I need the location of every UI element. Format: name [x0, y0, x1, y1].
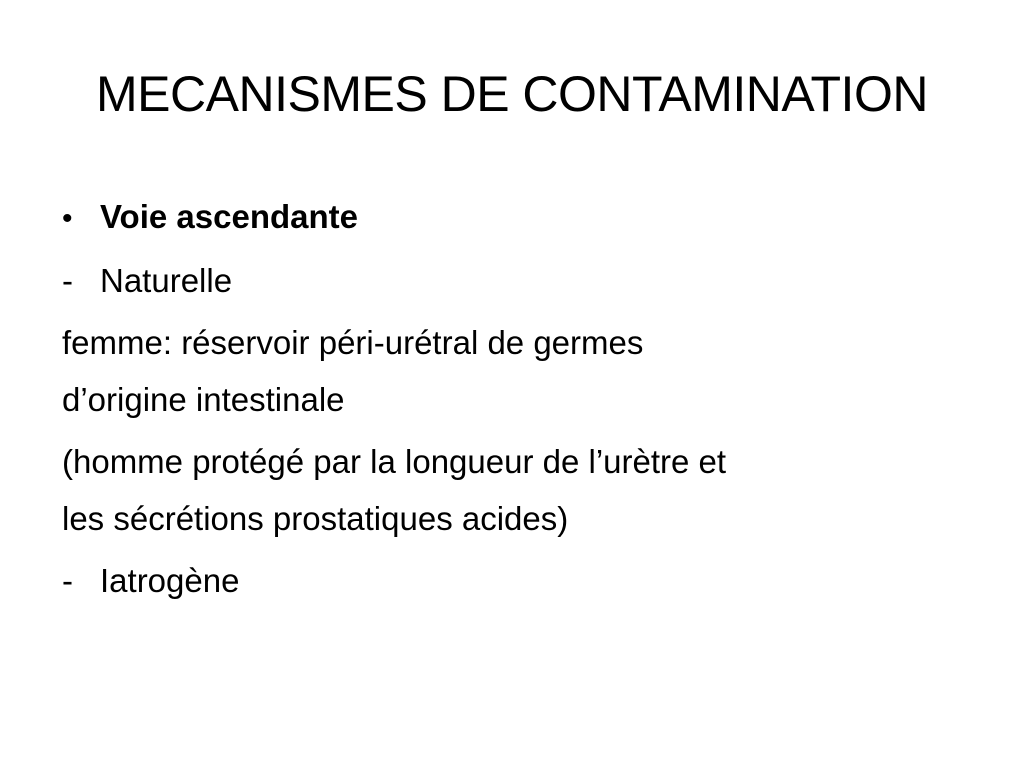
- slide-title: MECANISMES DE CONTAMINATION: [96, 66, 928, 122]
- dash-marker: -: [62, 262, 73, 299]
- slide-body: [62, 188, 962, 614]
- bullet-marker: •: [62, 202, 73, 235]
- dash-item-iatrogene: [62, 552, 962, 609]
- paragraph-line-continued: d’origine intestinale: [62, 381, 345, 418]
- paragraph-line: (homme protégé par la longueur de l’urètre et: [62, 443, 727, 480]
- paragraph-line: femme: réservoir péri-urétral de germes: [62, 324, 644, 361]
- dash-item-naturelle: [62, 252, 962, 309]
- paragraph-femme: [62, 314, 962, 428]
- dash-item-text: Naturelle: [100, 262, 233, 299]
- paragraph-homme: [62, 433, 962, 547]
- dash-item-text: Iatrogène: [100, 562, 240, 599]
- bullet-item-voie-ascendante: [62, 188, 962, 247]
- bullet-text: Voie ascendante: [100, 198, 358, 235]
- dash-marker: -: [62, 562, 73, 599]
- paragraph-line-continued: les sécrétions prostatiques acides): [62, 500, 569, 537]
